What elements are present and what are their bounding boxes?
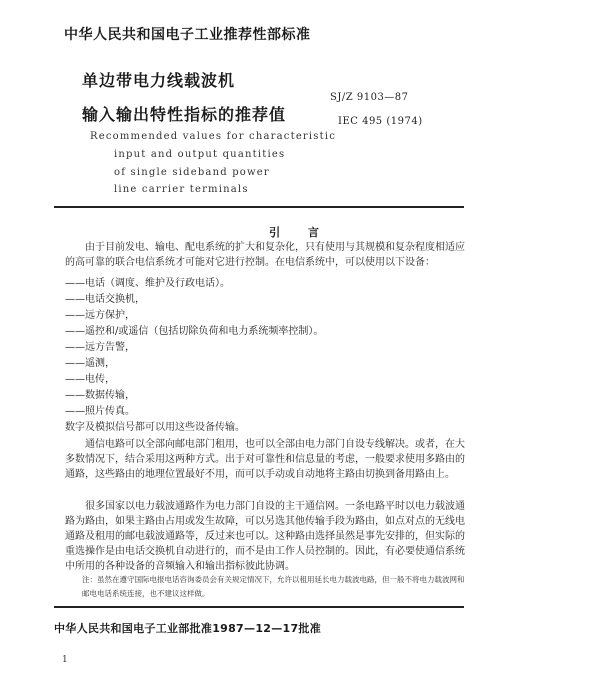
footer-divider (54, 606, 464, 608)
list-item: ——远方告警， (65, 342, 135, 353)
intro-paragraph-4: 很多国家以电力载波通路作为电力部门自设的主干通信网。一条电路平时以电力载波通路为路由，如果主路由占用或发生故障，可以另选其他传输手段为路由，如点对点的无线电通路及租用的邮电载波通路等，反过来也可以。这种路由选择虽然是事先安排的，但实际的重选操作是由电话交换机自动进行的，而不是由工作人员控制的。因此，有必要使通信系统中所用的各种设备的音频输入和输出指标彼此协调。 (65, 501, 465, 572)
intro-paragraph-1: 由于目前发电、输电、配电系统的扩大和复杂化，只有使用与其规模和复杂程度相适应的高可靠的联合电信系统才可能对它进行控制。在电信系统中，可以使用以下设备： (65, 242, 465, 268)
standard-code: SJ/Z 9103—87 (330, 92, 409, 103)
list-item: ——照片传真。 (65, 406, 135, 417)
list-item: ——数据传输， (65, 390, 135, 401)
english-title-line4: line carrier terminals (114, 184, 249, 195)
english-title-line3: of single sideband power (114, 167, 270, 178)
intro-paragraph-2: 数字及模拟信号都可以用这些设备传输。 (65, 422, 245, 433)
english-title-line1: Recommended values for characteristic (90, 131, 337, 142)
list-item: ——电话交换机， (65, 294, 145, 305)
standard-category-header: 中华人民共和国电子工业推荐性部标准 (64, 27, 311, 43)
page-number: 1 (62, 655, 68, 665)
english-title-line2: input and output quantities (114, 149, 286, 160)
list-item: ——电传， (65, 374, 115, 385)
section-heading: 引 言 (269, 226, 331, 239)
approval-line: 中华人民共和国电子工业部批准1987—12—17批准 (54, 622, 322, 635)
list-item: ——遥控和/或遥信（包括切除负荷和电力系统频率控制）。 (65, 326, 324, 337)
list-item: ——电话（调度、维护及行政电话）。 (65, 278, 230, 289)
list-item: ——远方保护， (65, 310, 135, 321)
document-title-line2: 输入输出特性指标的推荐值 (82, 105, 287, 124)
title-divider (54, 206, 464, 208)
iec-reference: IEC 495 (1974) (338, 116, 423, 127)
intro-paragraph-3: 通信电路可以全部向邮电部门租用，也可以全部由电力部门自设专线解决。或者，在大多数情况下，结合采用这两种方式。出于对可靠性和信息量的考虑，一般要求使用多路由的通路，这些路由的地理位置最好不用，而可以手动或自动地将主路由切换到备用路由上。 (65, 439, 465, 480)
footnote: 注：虽然在遵守国际电报电话咨询委员会有关规定情况下，允许以租用延长电力载波电路，但一般不将电力载波网和邮电电话系统连接，也不建议这样做。 (82, 575, 465, 598)
document-title-line1: 单边带电力线载波机 (82, 71, 236, 90)
list-item: ——遥测， (65, 358, 115, 369)
